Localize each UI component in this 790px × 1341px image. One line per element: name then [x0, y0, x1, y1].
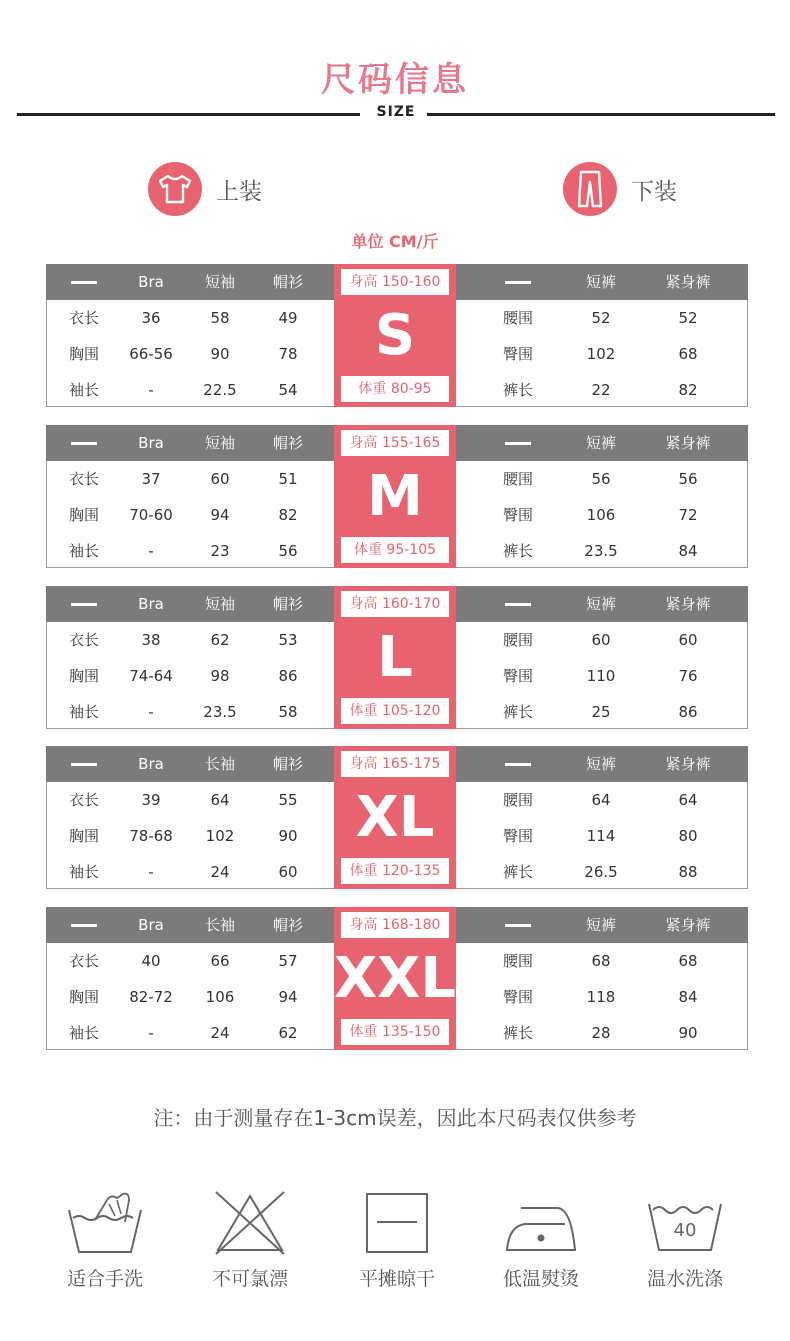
table-cell: 70-60 — [129, 506, 173, 524]
header-dash — [505, 603, 531, 606]
height-range: 身高 155-165 — [341, 430, 449, 456]
size-label: SIZE — [376, 104, 416, 120]
table-cell: 24 — [210, 863, 230, 881]
table-cell: 78-68 — [129, 827, 173, 845]
table-cell: 114 — [586, 827, 616, 845]
low-iron-icon — [501, 1190, 581, 1256]
table-cell: 62 — [210, 631, 230, 649]
divider-left — [17, 113, 360, 116]
table-cell: 57 — [278, 952, 298, 970]
table-cell: 52 — [591, 309, 611, 327]
column-header: 短袖 — [204, 273, 235, 291]
care-item — [50, 1190, 160, 1291]
table-cell: 40 — [141, 952, 161, 970]
wash-40-icon — [645, 1190, 725, 1256]
table-cell: 胸围 — [68, 988, 99, 1006]
table-cell: 衣长 — [68, 470, 99, 488]
column-header: 短裤 — [585, 434, 616, 452]
table-cell: 64 — [210, 791, 230, 809]
table-cell: 58 — [210, 309, 230, 327]
column-header: 紧身裤 — [665, 755, 711, 773]
table-cell: 38 — [141, 631, 161, 649]
table-cell: 腰围 — [502, 631, 533, 649]
table-cell: 58 — [278, 703, 298, 721]
weight-range: 体重 95-105 — [341, 537, 449, 563]
column-header: 帽衫 — [272, 434, 303, 452]
table-cell: 53 — [278, 631, 298, 649]
column-header: 紧身裤 — [665, 916, 711, 934]
care-item — [342, 1190, 452, 1291]
table-cell: 106 — [205, 988, 235, 1006]
table-cell: 78 — [278, 345, 298, 363]
table-cell: 37 — [141, 470, 161, 488]
header-dash — [505, 442, 531, 445]
column-header: 短裤 — [585, 273, 616, 291]
table-cell: 84 — [678, 988, 698, 1006]
table-cell: 51 — [278, 470, 298, 488]
table-cell: 裤长 — [502, 1024, 533, 1042]
column-header: 短袖 — [204, 434, 235, 452]
table-cell: 袖长 — [68, 703, 99, 721]
table-cell: - — [148, 542, 154, 560]
table-cell: 55 — [278, 791, 298, 809]
category-bottom-label: 下装 — [631, 178, 677, 205]
header-dash — [71, 924, 97, 927]
header-dash — [505, 763, 531, 766]
table-cell: 衣长 — [68, 791, 99, 809]
table-cell: 102 — [586, 345, 616, 363]
table-cell: 臀围 — [502, 988, 533, 1006]
table-cell: - — [148, 863, 154, 881]
height-range: 身高 150-160 — [341, 269, 449, 295]
column-header: 短裤 — [585, 916, 616, 934]
table-cell: 60 — [278, 863, 298, 881]
table-cell: 胸围 — [68, 506, 99, 524]
table-cell: 54 — [278, 381, 298, 399]
table-cell: 臀围 — [502, 506, 533, 524]
table-cell: 74-64 — [129, 667, 173, 685]
table-cell: 胸围 — [68, 827, 99, 845]
size-table-xl — [46, 746, 748, 889]
size-letter: L — [377, 625, 413, 690]
column-header: 短裤 — [585, 755, 616, 773]
column-header: 帽衫 — [272, 273, 303, 291]
size-letter: XXL — [334, 946, 457, 1011]
size-table-xxl — [46, 907, 748, 1050]
column-header: 长袖 — [204, 916, 235, 934]
table-cell: 36 — [141, 309, 161, 327]
table-cell: 49 — [278, 309, 298, 327]
header-dash — [71, 763, 97, 766]
table-cell: - — [148, 1024, 154, 1042]
column-header: 帽衫 — [272, 916, 303, 934]
column-header: 紧身裤 — [665, 273, 711, 291]
table-cell: 66 — [210, 952, 230, 970]
table-cell: 56 — [278, 542, 298, 560]
column-header: 帽衫 — [272, 595, 303, 613]
care-item — [195, 1190, 305, 1291]
table-cell: 110 — [586, 667, 616, 685]
measurement-note: 注：由于测量存在1-3cm误差，因此本尺码表仅供参考 — [153, 1106, 637, 1130]
care-label: 温水洗涤 — [646, 1268, 723, 1290]
no-bleach-icon — [210, 1190, 290, 1256]
size-panel — [334, 264, 456, 407]
tshirt-icon — [148, 162, 202, 216]
table-cell: 腰围 — [502, 952, 533, 970]
header-dash — [71, 281, 97, 284]
column-header: 紧身裤 — [665, 595, 711, 613]
table-cell: 胸围 — [68, 667, 99, 685]
table-cell: 裤长 — [502, 863, 533, 881]
column-header: Bra — [138, 916, 164, 934]
column-header: 紧身裤 — [665, 434, 711, 452]
unit-label: 单位 CM/斤 — [351, 232, 439, 251]
table-cell: 90 — [278, 827, 298, 845]
size-table-m — [46, 425, 748, 568]
weight-range: 体重 135-150 — [341, 1019, 449, 1045]
column-header: Bra — [138, 755, 164, 773]
care-item — [630, 1190, 740, 1291]
table-cell: 23.5 — [584, 542, 618, 560]
table-cell: 106 — [586, 506, 616, 524]
table-cell: 28 — [591, 1024, 611, 1042]
table-cell: 60 — [210, 470, 230, 488]
table-cell: 腰围 — [502, 309, 533, 327]
table-cell: 臀围 — [502, 345, 533, 363]
table-cell: 64 — [678, 791, 698, 809]
size-letter: S — [374, 303, 416, 368]
table-cell: 88 — [678, 863, 698, 881]
header-dash — [71, 603, 97, 606]
table-cell: 94 — [278, 988, 298, 1006]
header-dash — [71, 442, 97, 445]
column-header: 长袖 — [204, 755, 235, 773]
table-cell: 90 — [210, 345, 230, 363]
table-cell: 60 — [678, 631, 698, 649]
header-dash — [505, 924, 531, 927]
column-header: Bra — [138, 595, 164, 613]
table-cell: 72 — [678, 506, 698, 524]
table-cell: 90 — [678, 1024, 698, 1042]
hand-wash-icon — [65, 1190, 145, 1256]
table-cell: 22 — [591, 381, 611, 399]
table-cell: 76 — [678, 667, 698, 685]
category-top-label: 上装 — [216, 178, 262, 205]
table-cell: 56 — [591, 470, 611, 488]
column-header: Bra — [138, 273, 164, 291]
table-cell: 62 — [278, 1024, 298, 1042]
table-cell: 39 — [141, 791, 161, 809]
table-cell: 腰围 — [502, 470, 533, 488]
table-cell: 袖长 — [68, 1024, 99, 1042]
table-cell: 66-56 — [129, 345, 173, 363]
size-panel — [334, 586, 456, 729]
table-cell: 26.5 — [584, 863, 618, 881]
table-cell: 25 — [591, 703, 611, 721]
table-cell: 68 — [591, 952, 611, 970]
column-header: Bra — [138, 434, 164, 452]
table-cell: 胸围 — [68, 345, 99, 363]
table-cell: 94 — [210, 506, 230, 524]
weight-range: 体重 105-120 — [341, 698, 449, 724]
weight-range: 体重 80-95 — [341, 376, 449, 402]
table-cell: 56 — [678, 470, 698, 488]
wash-temperature: 40 — [673, 1220, 697, 1241]
table-cell: 98 — [210, 667, 230, 685]
table-cell: - — [148, 703, 154, 721]
table-cell: 裤长 — [502, 542, 533, 560]
table-cell: 82 — [678, 381, 698, 399]
size-table-l — [46, 586, 748, 729]
table-cell: 118 — [586, 988, 616, 1006]
height-range: 身高 165-175 — [341, 751, 449, 777]
table-cell: 袖长 — [68, 381, 99, 399]
table-cell: 腰围 — [502, 791, 533, 809]
table-cell: 52 — [678, 309, 698, 327]
table-cell: - — [148, 381, 154, 399]
care-label: 平摊晾干 — [358, 1268, 435, 1290]
table-cell: 60 — [591, 631, 611, 649]
size-panel — [334, 425, 456, 568]
care-label: 低温熨烫 — [502, 1268, 579, 1290]
table-cell: 24 — [210, 1024, 230, 1042]
weight-range: 体重 120-135 — [341, 858, 449, 884]
table-cell: 臀围 — [502, 827, 533, 845]
column-header: 短袖 — [204, 595, 235, 613]
header-dash — [505, 281, 531, 284]
table-cell: 裤长 — [502, 703, 533, 721]
care-item — [486, 1190, 596, 1291]
category-bottom — [563, 162, 677, 216]
size-panel — [334, 746, 456, 889]
page-title: 尺码信息 — [321, 60, 469, 100]
table-cell: 80 — [678, 827, 698, 845]
table-cell: 裤长 — [502, 381, 533, 399]
table-cell: 衣长 — [68, 309, 99, 327]
size-letter: M — [367, 464, 423, 529]
size-table-s — [46, 264, 748, 407]
care-label: 不可氯漂 — [211, 1268, 288, 1290]
table-cell: 68 — [678, 345, 698, 363]
table-cell: 86 — [678, 703, 698, 721]
table-cell: 22.5 — [203, 381, 237, 399]
table-cell: 64 — [591, 791, 611, 809]
size-panel — [334, 907, 456, 1050]
table-cell: 衣长 — [68, 631, 99, 649]
table-cell: 82 — [278, 506, 298, 524]
pants-icon — [563, 162, 617, 216]
height-range: 身高 168-180 — [341, 912, 449, 938]
column-header: 帽衫 — [272, 755, 303, 773]
table-cell: 82-72 — [129, 988, 173, 1006]
table-cell: 臀围 — [502, 667, 533, 685]
care-label: 适合手洗 — [66, 1268, 143, 1290]
height-range: 身高 160-170 — [341, 591, 449, 617]
divider-right — [427, 113, 775, 116]
column-header: 短裤 — [585, 595, 616, 613]
table-cell: 衣长 — [68, 952, 99, 970]
dry-flat-icon — [357, 1190, 437, 1256]
table-cell: 23 — [210, 542, 230, 560]
table-cell: 84 — [678, 542, 698, 560]
category-top — [148, 162, 262, 216]
table-cell: 袖长 — [68, 542, 99, 560]
table-cell: 68 — [678, 952, 698, 970]
size-letter: XL — [355, 785, 435, 850]
table-cell: 23.5 — [203, 703, 237, 721]
table-cell: 102 — [205, 827, 235, 845]
table-cell: 袖长 — [68, 863, 99, 881]
table-cell: 86 — [278, 667, 298, 685]
